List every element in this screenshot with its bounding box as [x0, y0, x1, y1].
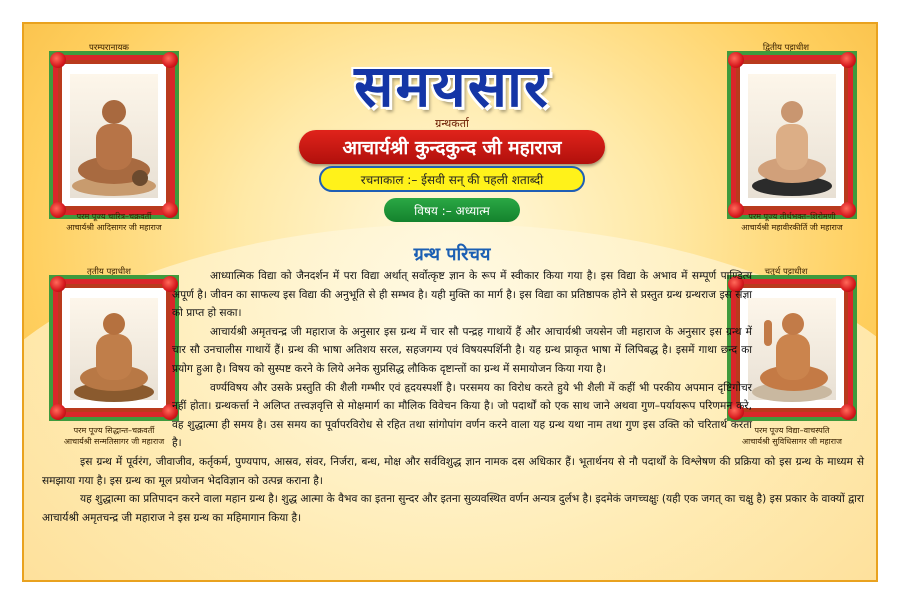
caption-line: आचार्यश्री आदिसागर जी महाराज	[66, 223, 162, 232]
subject-banner	[384, 198, 520, 222]
rose-icon	[728, 52, 744, 68]
monk-photo	[748, 74, 836, 198]
poster	[22, 22, 878, 582]
rose-icon	[840, 52, 856, 68]
author-name: आचार्यश्री कुन्दकुन्द जी महाराज	[342, 137, 562, 159]
monk-photo	[70, 74, 158, 198]
paragraph: आध्यात्मिक विद्या को जैनदर्शन में परा विद्या अर्थात् सर्वोत्कृष्ट ज्ञान के रूप में स्वीकार किया गया है। इस विद्या के अभाव में सम्पूर्ण पाण्डित्य अपूर्ण है। जीवन का साफल्य इस विद्या की अनुभूति से ही सम्भव है। यही मुक्ति का मार्ग है। इस विद्या का प्रतिष्ठापक होने से प्रस्तुत ग्रन्थ ग्रन्थराज इस संज्ञा को प्राप्त हो सका।	[172, 270, 752, 320]
rose-icon	[50, 52, 66, 68]
portrait-bottom-left-heading: तृतीय पट्टाधीश	[87, 267, 131, 277]
period-banner	[319, 166, 585, 192]
caption-line: परम पूज्य सिद्धान्त–चक्रवर्ती	[73, 426, 155, 435]
caption-line: परम पूज्य चारित्र–चक्रवर्ती	[76, 212, 152, 221]
section-title: ग्रन्थ परिचय	[413, 244, 491, 265]
author-name-banner	[299, 130, 605, 164]
caption-line: आचार्यश्री महावीरकीर्ति जी महाराज	[741, 223, 843, 232]
monk-figure-icon	[748, 74, 836, 202]
portrait-top-right	[736, 60, 848, 210]
portrait-top-right-heading: द्वितीय पट्टाधीश	[762, 43, 810, 53]
portrait-top-left	[58, 60, 170, 210]
caption-line: परम पूज्य तीर्थभक्त–शिरोमणी	[748, 212, 836, 221]
portrait-top-right-caption	[707, 211, 877, 233]
paragraph: यह शुद्धात्मा का प्रतिपादन करने वाला महान ग्रन्थ है। शुद्ध आत्मा के वैभव का इतना सुन्दर और इतना सुव्यवस्थित वर्णन अन्यत्र दुर्लभ है। इदमेकं जगच्चक्षुः (यही एक जगत् का चक्षु है) इस प्रकार के वाक्यों द्वारा आचार्यश्री अमृतचन्द्र जी महाराज ने इस ग्रन्थ का महिमागान किया है।	[42, 493, 864, 524]
monk-figure-icon	[70, 74, 158, 202]
rose-icon	[162, 52, 178, 68]
portrait-top-left-caption	[29, 211, 199, 233]
paragraph: वर्ण्यविषय और उसके प्रस्तुति की शैली गम्भीर एवं हृदयस्पर्शी है। परसमय का विरोध करते हुये भी शैली में कहीं भी परकीय अपमान दृष्टिगोचर नहीं होता। ग्रन्थकर्त्ता ने अलिप्त तत्त्वज्ञवृत्ति से मोक्षमार्ग का मौलिक विवेचन किया है। जो पदार्थों को एक साथ जाने अथवा गुण–पर्यायरूप परिणमन करे, वह शुद्धात्मा ही समय है। उस समय का पूर्वापरविरोध से रहित तथा सांगोपांग वर्णन करने वाला यह ग्रन्थ यथा नाम तथा गुण इस उक्ति को चरितार्थ करता है।	[172, 381, 752, 450]
caption-line: आचार्यश्री सुविधिसागर जी महाराज	[742, 437, 842, 446]
caption-line: परम पूज्य विद्या–वाचस्पति	[754, 426, 830, 435]
paragraph: इस ग्रन्थ में पूर्वरंग, जीवाजीव, कर्तृकर्म, पुण्यपाप, आस्रव, संवर, निर्जरा, बन्ध, मोक्ष और सर्वविशुद्ध ज्ञान नामक दस अधिकार हैं। भूतार्थनय से नौ पदार्थों के विश्लेषण की प्रक्रिया को इस ग्रन्थ के माध्यम से समझाया गया है। इस ग्रन्थ का मूल प्रयोजन भेदविज्ञान को उत्पन्न कराना है।	[42, 455, 864, 487]
introduction-text	[42, 267, 864, 527]
subject-text: विषय :– अध्यात्म	[414, 203, 490, 218]
author-caption: ग्रन्थकर्ता	[435, 117, 469, 130]
period-text: रचनाकाल :– ईसवी सन् की पहली शताब्दी	[360, 172, 544, 187]
portrait-top-left-heading: परम्परानायक	[89, 43, 129, 53]
poster-title: समयसार	[354, 52, 550, 120]
paragraph: आचार्यश्री अमृतचन्द्र जी महाराज के अनुसार इस ग्रन्थ में चार सौ पन्द्रह गाथायें हैं और आचार्यश्री जयसेन जी महाराज के अनुसार इस ग्रन्थ में चार सौ उनचालीस गाथायें हैं। ग्रन्थ की भाषा अतिशय सरल, सहजगम्य एवं विषयस्पर्शिनी है। यह ग्रन्थ प्राकृत भाषा में लिपिबद्ध है। इसमें गाथा छन्द का प्रयोग हुआ है। विषय को सुस्पष्ट करने के लिये अनेक सुप्रसिद्ध लौकिक दृष्टान्तों का ग्रन्थ में समायोजन किया गया है।	[172, 325, 752, 375]
portrait-bottom-right-heading: चतुर्थ पट्टाधीश	[764, 267, 808, 277]
caption-line: आचार्यश्री सन्मतिसागर जी महाराज	[63, 437, 165, 446]
